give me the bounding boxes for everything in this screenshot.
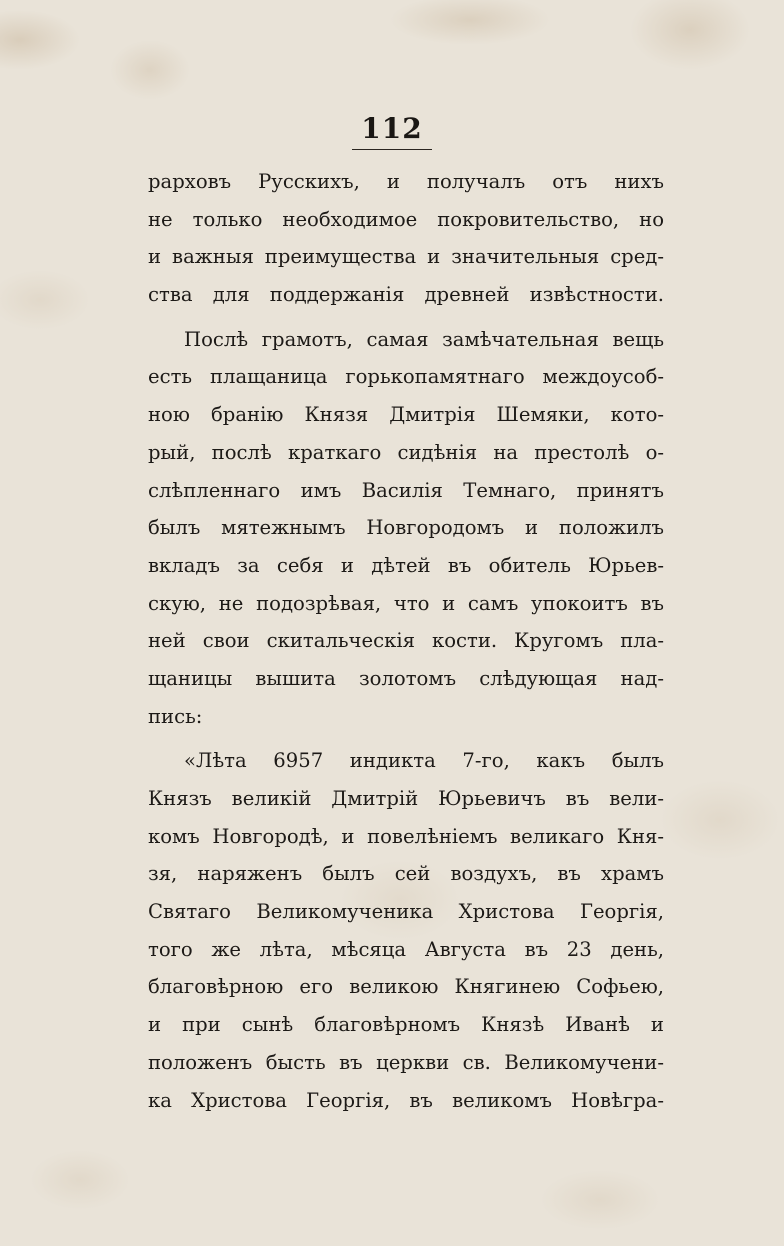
text-line: ней свои скитальческія кости. Кругомъ пла-: [148, 629, 664, 653]
text-line: не только необходимое покровительство, но: [148, 207, 664, 231]
text-line: щаницы вышита золотомъ слѣдующая над-: [148, 666, 664, 690]
text-line: положенъ бысть въ церкви св. Великомучени-: [148, 1050, 664, 1074]
text-line: былъ мятежнымъ Новгородомъ и положилъ: [148, 516, 664, 540]
text-line: «Лѣта 6957 индикта 7-го, какъ былъ: [184, 749, 664, 773]
text-line: благовѣрною его великою Княгинею Софьею,: [148, 975, 664, 999]
page-number: 112: [361, 112, 423, 145]
text-line: пись:: [148, 704, 203, 728]
text-line: слѣпленнаго имъ Василія Темнаго, принятъ: [148, 478, 664, 502]
paragraph: [148, 321, 664, 736]
text-line: вкладъ за себя и дѣтей въ обитель Юрьев-: [148, 553, 664, 577]
text-line: того же лѣта, мѣсяца Августа въ 23 день,: [148, 937, 664, 961]
text-line: и при сынѣ благовѣрномъ Князѣ Иванѣ и: [148, 1013, 664, 1037]
header-rule: [352, 149, 432, 150]
text-line: и важныя преимущества и значительныя сред-: [148, 245, 664, 269]
text-line: скую, не подозрѣвая, что и самъ упокоитъ въ: [148, 591, 664, 615]
text-line: есть плащаница горькопамятнаго междоусоб-: [148, 365, 664, 389]
paragraph: [148, 742, 664, 1119]
text-line: ною бранію Князя Дмитрія Шемяки, кото-: [148, 403, 664, 427]
text-line: Князъ великій Дмитрій Юрьевичъ въ вели-: [148, 787, 664, 810]
text-line: ка Христова Георгія, въ великомъ Новѣгра-: [148, 1088, 664, 1112]
body-text: [148, 163, 664, 1119]
text-line: рый, послѣ краткаго сидѣнія на престолѣ о-: [148, 440, 664, 464]
text-line: Святаго Великомученика Христова Георгія,: [148, 900, 664, 924]
text-line: Послѣ грамотъ, самая замѣчательная вещь: [184, 327, 664, 351]
text-line: рарховъ Русскихъ, и получалъ отъ нихъ: [148, 170, 664, 193]
paragraph-gap: [148, 735, 664, 742]
text-line: ства для поддержанія древней извѣстности.: [148, 283, 664, 307]
paragraph: [148, 163, 664, 314]
text-line: комъ Новгородѣ, и повелѣніемъ великаго Кня-: [148, 824, 664, 848]
paragraph-gap: [148, 314, 664, 321]
text-line: зя, наряженъ былъ сей воздухъ, въ храмъ: [148, 862, 664, 886]
